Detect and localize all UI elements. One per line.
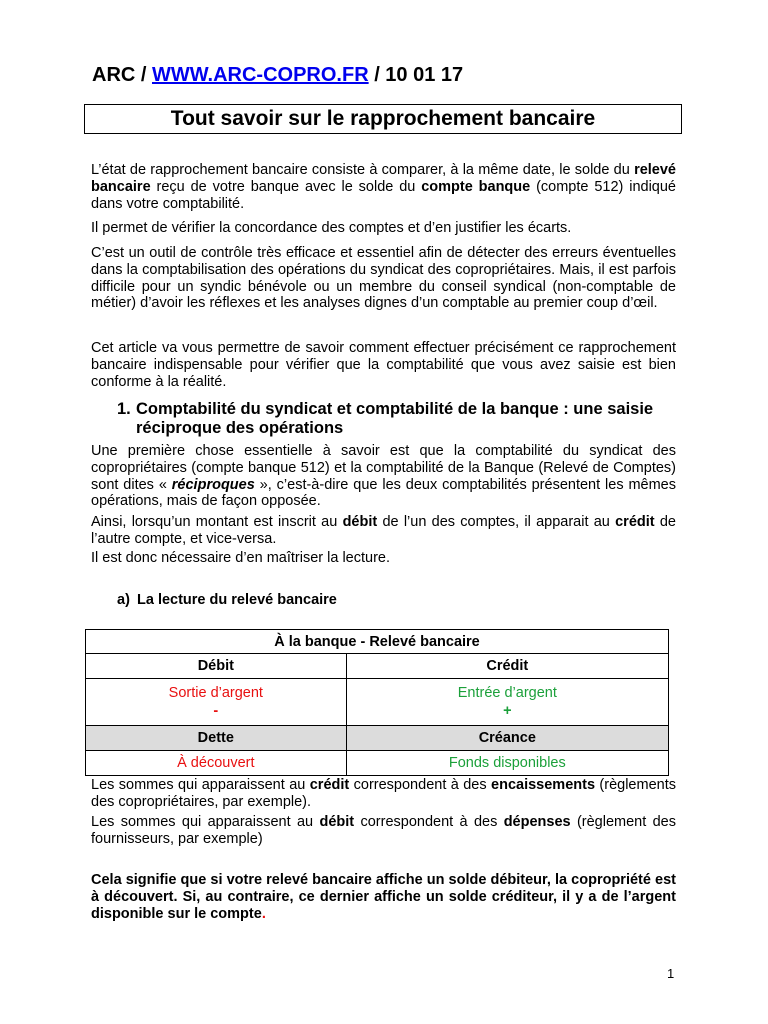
body-text: Les sommes qui apparaissent au	[91, 814, 320, 830]
subsection-label: a)	[117, 592, 130, 608]
credit-flow-cell	[346, 679, 668, 726]
debit-flow-label: Sortie d’argent	[168, 685, 263, 701]
section-text: Une première chose essentielle à savoir est que la comptabilité du syndicat des copropriétaires (compte banque 512) et la comptabilité de la Banque (Relevé de Comptes) sont dites «	[91, 443, 676, 493]
intro-bold-releve: relevé bancaire	[91, 162, 676, 195]
after-table-paragraph-2	[91, 814, 676, 848]
red-period: .	[261, 905, 266, 922]
section-1-heading	[117, 400, 677, 437]
plus-sign: +	[503, 703, 512, 719]
header-date: / 10 01 17	[368, 64, 464, 86]
conclusion-text: Cela signifie que si votre relevé bancaire affiche un solde débiteur, la copropriété est à découvert. Si, au contraire, ce dernier affiche un solde créditeur, il y a de l’argent disponible sur le compte	[91, 872, 676, 922]
section-text: », c’est-à-dire que les deux comptabilités présentent les mêmes opérations, mais de façon opposée.	[91, 476, 676, 510]
subsection-a-heading	[117, 592, 337, 608]
bold-debit: débit	[319, 814, 355, 830]
credit-flow-label: Entrée d’argent	[457, 685, 557, 701]
section-number: 1.	[117, 400, 131, 418]
body-text: (règlement des fournisseurs, par exemple)	[91, 814, 676, 847]
debit-flow-cell	[86, 679, 347, 726]
intro-text: L’état de rapprochement bancaire consiste à comparer, à la même date, le solde du	[91, 162, 635, 178]
table-row	[86, 679, 669, 726]
section-text: de l’autre compte, et vice-versa.	[91, 514, 676, 547]
bold-depenses: dépenses	[503, 814, 571, 830]
intro-text: reçu de votre banque avec le solde du	[150, 178, 422, 195]
page-title: Tout savoir sur le rapprochement bancaire	[84, 104, 682, 134]
website-link[interactable]: WWW.ARC-COPRO.FR	[152, 64, 369, 86]
bank-statement-table	[85, 629, 669, 776]
section-text: Ainsi, lorsqu’un montant est inscrit au	[91, 514, 343, 530]
intro-paragraph-4: Cet article va vous permettre de savoir comment effectuer précisément ce rapprochement bancaire indispensable pour vérifier que la comptabilité que vous avez saisie est bien conforme à la réalité.	[91, 340, 676, 390]
section-title: Comptabilité du syndicat et comptabilité de la banque : une saisie réciproque des opérations	[136, 400, 654, 437]
section-text: de l’un des comptes, il apparait au	[377, 514, 616, 530]
creance-header: Créance	[346, 726, 668, 751]
after-table-paragraph-1	[91, 777, 676, 811]
table-row	[86, 654, 669, 679]
intro-bold-compte: compte banque	[421, 178, 531, 195]
section-1-paragraph-2	[91, 514, 676, 548]
intro-text: (compte 512) indiqué dans votre comptabilité.	[91, 178, 676, 212]
bold-credit: crédit	[309, 777, 350, 793]
section-1-paragraph-3: Il est donc nécessaire d’en maîtriser la lecture.	[91, 550, 390, 566]
section-bold-italic: réciproques	[171, 476, 255, 493]
dette-value: À découvert	[86, 751, 347, 776]
page-header	[92, 64, 463, 87]
header-prefix: ARC /	[92, 64, 152, 86]
credit-header: Crédit	[346, 654, 668, 679]
body-text: (règlements des copropriétaires, par exemple).	[91, 777, 676, 810]
table-row	[86, 630, 669, 654]
page-number: 1	[667, 966, 675, 981]
bold-encaissements: encaissements	[491, 777, 596, 793]
intro-paragraph-3: C’est un outil de contrôle très efficace et essentiel afin de détecter des erreurs éventuelles dans la comptabilisation des opérations du syndicat des copropriétaires. Mais, il est parfois difficile pour un syndic bénévole ou un membre du conseil syndical (non-comptable de métier) d’avoir les réflexes et les analyses dignes d’un comptable au premier coup d’œil.	[91, 245, 676, 312]
debit-header: Débit	[86, 654, 347, 679]
section-1-paragraph-1	[91, 443, 676, 510]
body-text: Les sommes qui apparaissent au	[91, 777, 310, 793]
creance-value: Fonds disponibles	[346, 751, 668, 776]
table-row	[86, 751, 669, 776]
body-text: correspondent à des	[354, 814, 504, 830]
table-title-cell: À la banque - Relevé bancaire	[86, 630, 669, 654]
conclusion-paragraph	[91, 872, 676, 922]
section-bold-credit: crédit	[615, 514, 655, 530]
intro-paragraph-1	[91, 162, 676, 212]
section-bold-debit: débit	[342, 514, 378, 530]
intro-paragraph-2: Il permet de vérifier la concordance des comptes et d’en justifier les écarts.	[91, 220, 572, 236]
table-row	[86, 726, 669, 751]
minus-sign: -	[213, 703, 219, 719]
body-text: correspondent à des	[349, 777, 492, 793]
subsection-title: La lecture du relevé bancaire	[137, 592, 337, 608]
dette-header: Dette	[86, 726, 347, 751]
